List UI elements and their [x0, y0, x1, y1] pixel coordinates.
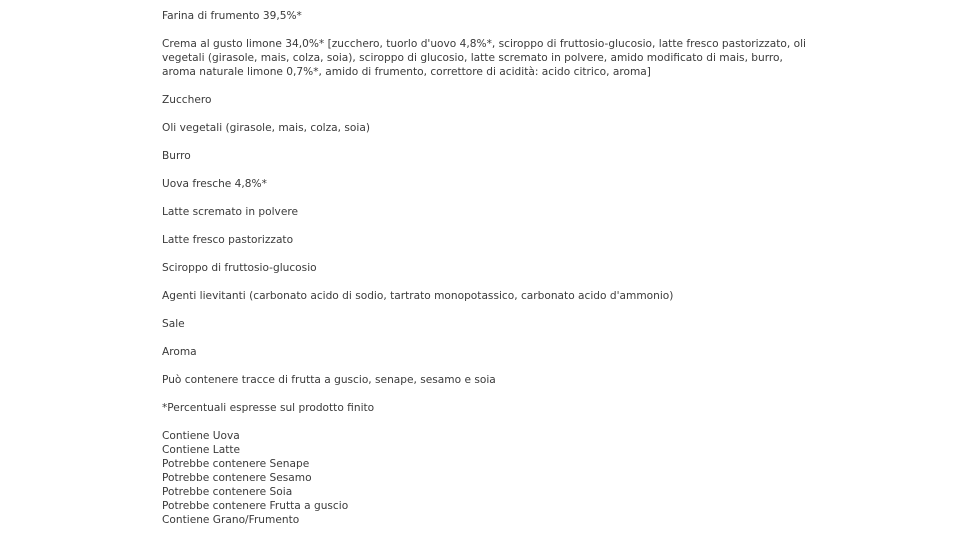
allergen-list [162, 429, 812, 527]
percentage-note: *Percentuali espresse sul prodotto finito [162, 402, 375, 414]
ingredient-sugar: Zucchero [162, 94, 212, 106]
allergen-item: Contiene Grano/Frumento [162, 514, 300, 526]
ingredient-flour: Farina di frumento 39,5%* [162, 10, 302, 22]
allergen-item: Potrebbe contenere Frutta a guscio [162, 500, 349, 512]
allergen-item: Potrebbe contenere Senape [162, 458, 310, 470]
ingredient-fresh-milk: Latte fresco pastorizzato [162, 234, 294, 246]
ingredient-butter: Burro [162, 150, 191, 162]
ingredient-aroma: Aroma [162, 346, 197, 358]
allergen-item: Potrebbe contenere Sesamo [162, 472, 312, 484]
ingredient-skimmed-milk-powder: Latte scremato in polvere [162, 206, 298, 218]
ingredient-vegetable-oils: Oli vegetali (girasole, mais, colza, soia) [162, 122, 370, 134]
ingredients-list [162, 9, 812, 527]
ingredient-fructose-syrup: Sciroppo di fruttosio-glucosio [162, 262, 317, 274]
trace-warning: Può contenere tracce di frutta a guscio, senape, sesamo e soia [162, 374, 496, 386]
ingredient-eggs: Uova fresche 4,8%* [162, 178, 267, 190]
allergen-item: Contiene Latte [162, 444, 241, 456]
ingredient-raising-agents: Agenti lievitanti (carbonato acido di sodio, tartrato monopotassico, carbonato acido d'ammonio) [162, 290, 674, 302]
ingredient-lemon-cream: Crema al gusto limone 34,0%* [zucchero, tuorlo d'uovo 4,8%*, sciroppo di fruttosio-glucosio, latte fresco pastorizzato, oli vegetali (girasole, mais, colza, soia), sciroppo di glucosio, latte scremato in polvere, amido modificato di mais, burro, aroma naturale limone 0,7%*, amido di frumento, correttore di acidità: acido citrico, aroma] [162, 38, 806, 78]
allergen-item: Contiene Uova [162, 430, 240, 442]
allergen-item: Potrebbe contenere Soia [162, 486, 293, 498]
ingredient-salt: Sale [162, 318, 185, 330]
